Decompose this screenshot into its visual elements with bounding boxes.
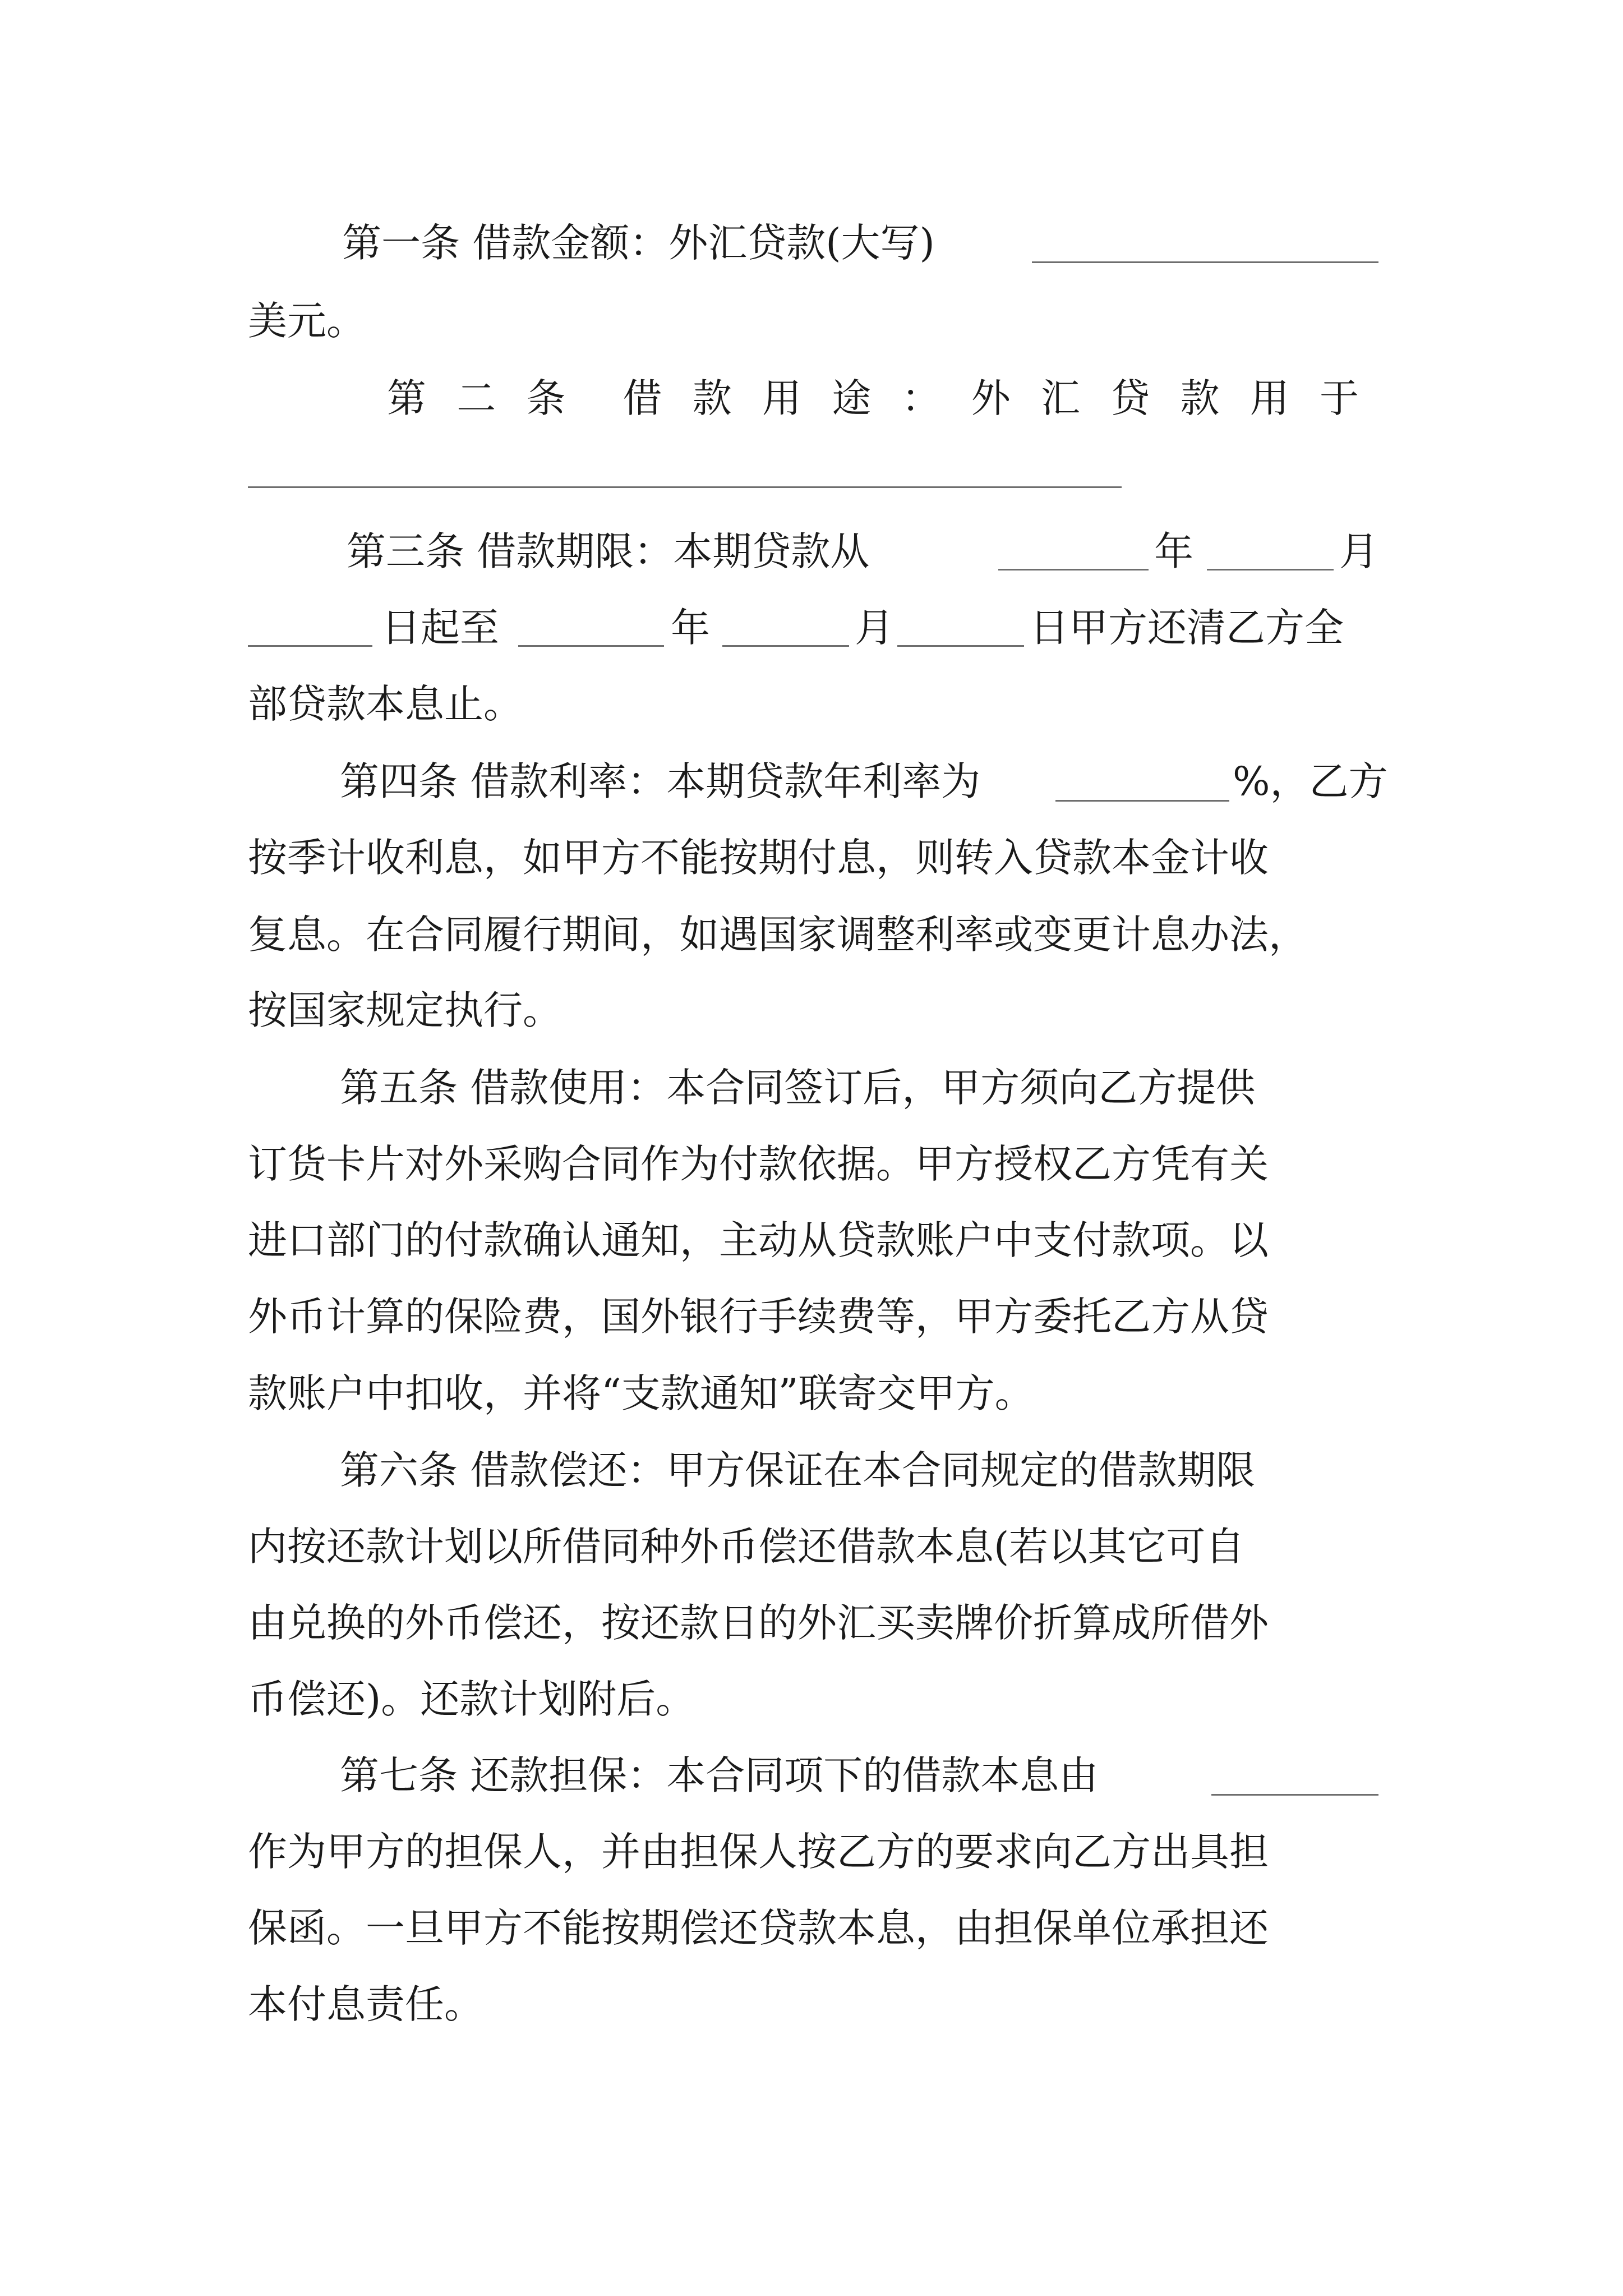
article-6-line-2: 内按还款计划以所借同种外币偿还借款本息(若以其它可自 — [248, 1524, 1245, 1570]
start-day-label: 日起至 — [381, 605, 499, 651]
article-5-line-2: 订货卡片对外采购合同作为付款依据。甲方授权乙方凭有关 — [248, 1141, 1269, 1187]
article-4-line-1: 第四条 借款利率：本期贷款年利率为 — [340, 758, 981, 804]
start-year-blank — [998, 569, 1149, 570]
start-month-blank — [1207, 569, 1334, 570]
start-day-blank — [248, 645, 372, 647]
article-3-line-2-end: 日甲方还清乙方全 — [1030, 605, 1344, 651]
start-year-label: 年 — [1154, 528, 1193, 574]
article-6-line-1: 第六条 借款偿还：甲方保证在本合同规定的借款期限 — [340, 1447, 1256, 1493]
article-4-line-3: 复息。在合同履行期间，如遇国家调整利率或变更计息办法， — [248, 912, 1308, 958]
article-5-line-1: 第五条 借款使用：本合同签订后，甲方须向乙方提供 — [340, 1065, 1256, 1111]
interest-rate-blank — [1055, 800, 1229, 802]
article-2-line-1: 第 二 条 借 款 用 途 ： 外 汇 贷 款 用 于 — [387, 375, 1368, 421]
article-7-line-1: 第七条 还款担保：本合同项下的借款本息由 — [340, 1752, 1099, 1798]
purpose-blank — [248, 486, 1122, 488]
article-1-line-1: 第一条 借款金额：外汇贷款(大写) — [342, 220, 935, 266]
article-7-line-3: 保函。一旦甲方不能按期偿还贷款本息，由担保单位承担还 — [248, 1905, 1269, 1951]
end-month-label: 月 — [855, 605, 894, 651]
article-5-line-5: 款账户中扣收，并将“支款通知”联寄交甲方。 — [248, 1370, 1034, 1416]
end-year-label: 年 — [671, 605, 710, 651]
start-month-label: 月 — [1339, 528, 1378, 574]
article-4-line-1-end: %，乙方 — [1233, 758, 1388, 804]
article-4-line-4: 按国家规定执行。 — [248, 987, 562, 1033]
article-1-line-2: 美元。 — [248, 298, 366, 344]
article-7-line-4: 本付息责任。 — [248, 1981, 483, 2027]
guarantor-blank — [1211, 1794, 1378, 1796]
article-3-line-1: 第三条 借款期限：本期贷款从 — [347, 528, 870, 574]
article-5-line-3: 进口部门的付款确认通知，主动从贷款账户中支付款项。以 — [248, 1217, 1269, 1263]
article-6-line-3: 由兑换的外币偿还，按还款日的外汇买卖牌价折算成所借外 — [248, 1600, 1269, 1646]
article-3-line-3: 部贷款本息止。 — [248, 681, 523, 727]
end-day-blank — [897, 645, 1024, 647]
article-4-line-2: 按季计收利息，如甲方不能按期付息，则转入贷款本金计收 — [248, 835, 1269, 881]
end-month-blank — [722, 645, 849, 647]
end-year-blank — [518, 645, 664, 647]
article-6-line-4: 币偿还)。还款计划附后。 — [248, 1676, 695, 1722]
article-5-line-4: 外币计算的保险费，国外银行手续费等，甲方委托乙方从贷 — [248, 1294, 1269, 1340]
article-7-line-2: 作为甲方的担保人，并由担保人按乙方的要求向乙方出具担 — [248, 1829, 1269, 1875]
amount-blank — [1032, 261, 1378, 263]
